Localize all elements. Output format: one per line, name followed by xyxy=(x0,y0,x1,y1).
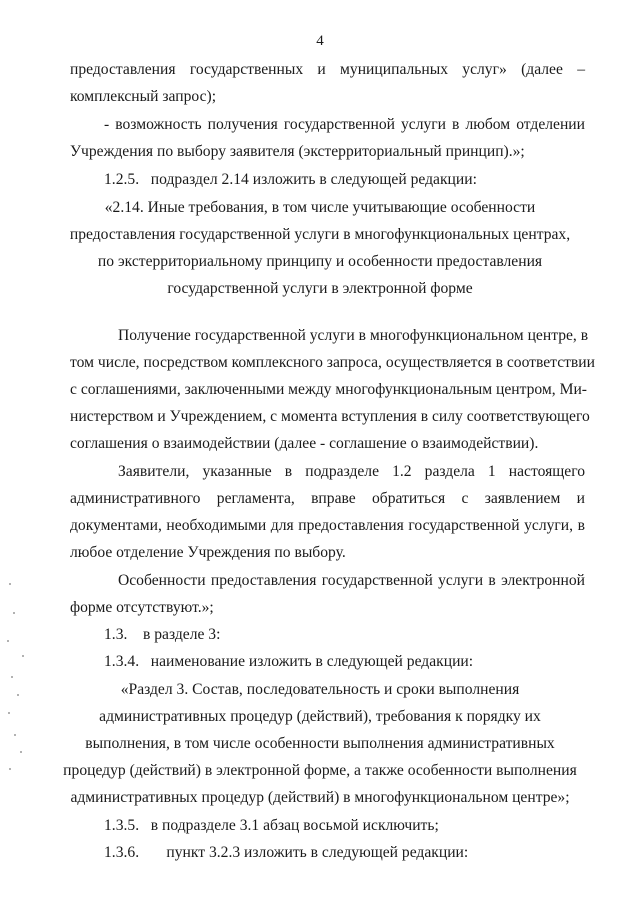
scan-speck xyxy=(8,712,10,714)
text-line: документами, необходимыми для предоставления государственной услуги, в xyxy=(70,517,585,534)
scan-speck xyxy=(11,676,13,678)
text-line: Заявители, указанные в подразделе 1.2 раздела 1 настоящего xyxy=(118,463,585,480)
heading-line: процедур (действий) в электронной форме, а также особенности выполнения xyxy=(63,762,577,779)
text-line: Учреждения по выбору заявителя (экстерриториальный принцип).»; xyxy=(70,143,525,160)
scan-speck xyxy=(9,583,11,585)
scan-speck xyxy=(13,612,15,614)
text-line: 1.3. в разделе 3: xyxy=(104,626,221,643)
heading-line: административных процедур (действий) в многофункциональном центре»; xyxy=(70,789,570,806)
text-line: предоставления государственных и муниципальных услуг» (далее – xyxy=(70,61,585,78)
text-line: том числе, посредством комплексного запроса, осуществляется в соответствии xyxy=(70,354,595,371)
text-line: - возможность получения государственной услуги в любом отделении xyxy=(104,116,585,133)
heading-line: предоставления государственной услуги в многофункциональных центрах, xyxy=(69,226,571,243)
scan-speck xyxy=(14,734,16,736)
heading-line: государственной услуги в электронной форме xyxy=(167,280,473,297)
text-line: 1.2.5. подраздел 2.14 изложить в следующей редакции: xyxy=(104,171,477,188)
page-number: 4 xyxy=(316,33,324,49)
text-line: любое отделение Учреждения по выбору. xyxy=(70,544,346,561)
scan-speck xyxy=(17,694,19,696)
text-line: Особенности предоставления государственной услуги в электронной xyxy=(118,572,585,589)
text-line: 1.3.5. в подразделе 3.1 абзац восьмой исключить; xyxy=(104,817,439,834)
scan-speck xyxy=(22,655,24,657)
text-line: административного регламента, вправе обратиться с заявлением и xyxy=(70,490,585,507)
text-line: форме отсутствуют.»; xyxy=(70,599,214,616)
heading-line: выполнения, в том числе особенности выполнения административных xyxy=(85,735,555,752)
text-line: соглашения о взаимодействии (далее - соглашение о взаимодействии). xyxy=(70,435,539,452)
text-line: с соглашениями, заключенными между многофункциональным центром, Ми- xyxy=(70,381,587,398)
heading-line: по экстерриториальному принципу и особенности предоставления xyxy=(97,253,543,270)
text-line: 1.3.4. наименование изложить в следующей редакции: xyxy=(104,653,474,670)
text-line: нистерством и Учреждением, с момента вступления в силу соответствующего xyxy=(70,408,590,425)
text-line: 1.3.6. пункт 3.2.3 изложить в следующей редакции: xyxy=(104,844,469,861)
heading-line: «Раздел 3. Состав, последовательность и сроки выполнения xyxy=(120,681,520,698)
scan-speck xyxy=(7,640,9,642)
scan-speck xyxy=(20,751,22,753)
heading-line: административных процедур (действий), требования к порядку их xyxy=(99,708,541,725)
heading-line: «2.14. Иные требования, в том числе учитывающие особенности xyxy=(104,199,536,216)
text-line: комплексный запрос); xyxy=(70,88,217,105)
scan-speck xyxy=(9,768,11,770)
text-line: Получение государственной услуги в многофункциональном центре, в xyxy=(118,327,589,344)
